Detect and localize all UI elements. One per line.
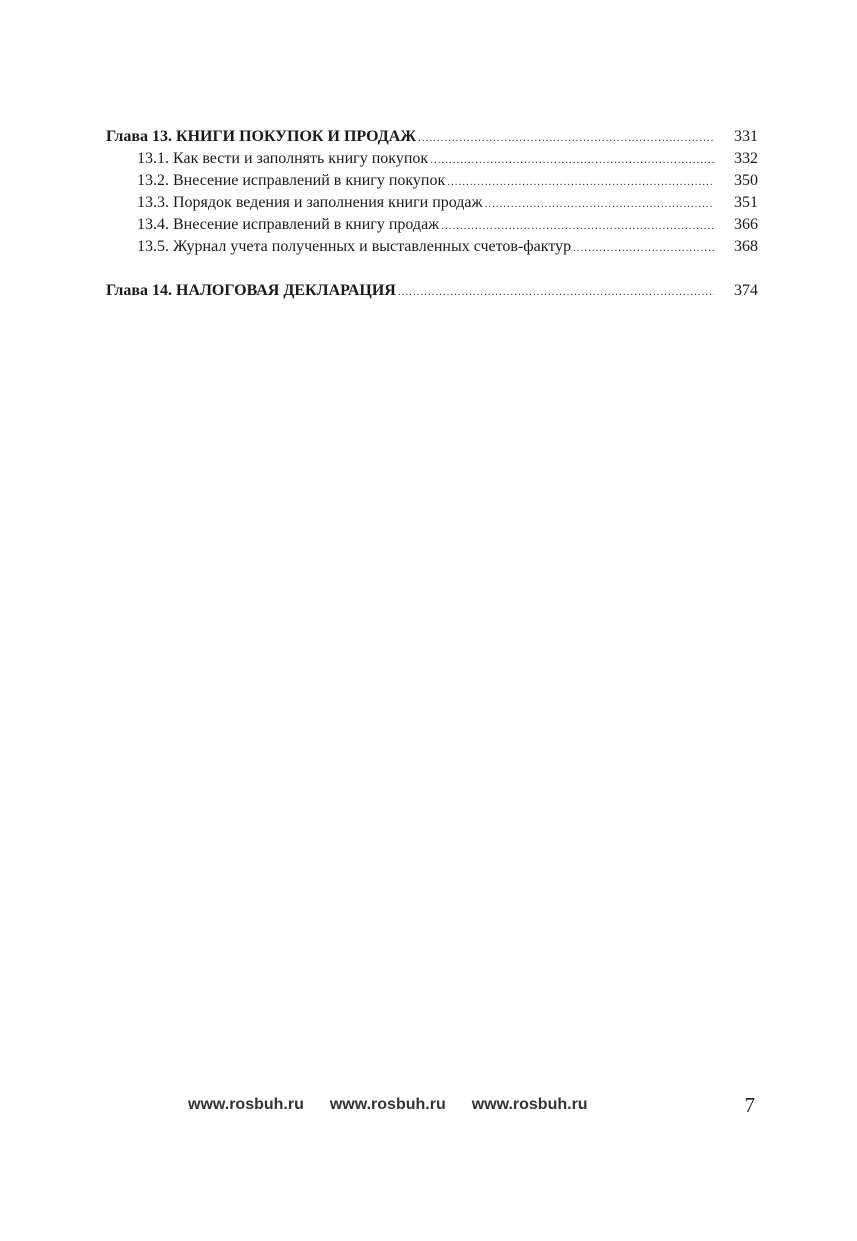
toc-leader-dots	[447, 171, 714, 193]
toc-leader-dots	[573, 237, 714, 259]
toc-leader-dots	[441, 215, 714, 237]
toc-page-number: 332	[734, 150, 758, 167]
toc-page-number: 374	[734, 282, 758, 299]
toc-leader-dots	[418, 127, 714, 149]
toc-chapter-title: Глава 13. КНИГИ ПОКУПОК И ПРОДАЖ	[106, 128, 417, 145]
toc-section-13-5[interactable]	[106, 236, 758, 258]
toc-page-number: 351	[734, 194, 758, 211]
toc-section-title: 13.1. Как вести и заполнять книгу покупок	[137, 150, 429, 167]
page-number: 7	[744, 1093, 755, 1117]
table-of-contents	[106, 126, 758, 302]
toc-page-number: 368	[734, 238, 758, 255]
toc-section-title: 13.4. Внесение исправлений в книгу продаж	[137, 216, 440, 233]
footer-link[interactable]: www.rosbuh.ru	[471, 1096, 588, 1113]
toc-leader-dots	[398, 281, 714, 303]
toc-chapter-14[interactable]	[106, 280, 758, 302]
toc-leader-dots	[430, 149, 714, 171]
toc-page-number: 350	[734, 172, 758, 189]
toc-page-number: 366	[734, 216, 758, 233]
toc-section-13-4[interactable]	[106, 214, 758, 236]
footer-links	[188, 1092, 588, 1118]
toc-section-title: 13.3. Порядок ведения и заполнения книги продаж	[137, 194, 483, 211]
toc-section-title: 13.5. Журнал учета полученных и выставленных счетов-фактур	[137, 238, 572, 255]
toc-spacer	[106, 258, 758, 280]
toc-section-title: 13.2. Внесение исправлений в книгу покупок	[137, 172, 446, 189]
toc-section-13-2[interactable]	[106, 170, 758, 192]
toc-section-13-1[interactable]	[106, 148, 758, 170]
page-footer	[0, 1092, 857, 1118]
footer-link[interactable]: www.rosbuh.ru	[329, 1096, 446, 1113]
toc-leader-dots	[485, 193, 714, 215]
toc-chapter-13[interactable]	[106, 126, 758, 148]
toc-chapter-title: Глава 14. НАЛОГОВАЯ ДЕКЛАРАЦИЯ	[106, 282, 396, 299]
toc-section-13-3[interactable]	[106, 192, 758, 214]
footer-link[interactable]: www.rosbuh.ru	[188, 1096, 304, 1113]
toc-page-number: 331	[734, 128, 758, 145]
